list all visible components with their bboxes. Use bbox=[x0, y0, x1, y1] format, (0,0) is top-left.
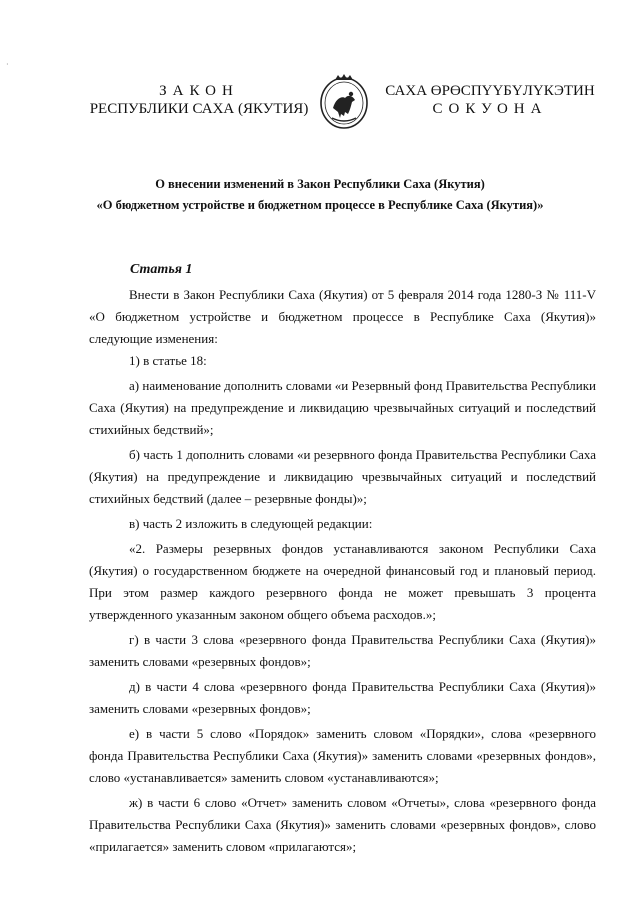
header-right-line1: САХА ӨРӨСПҮҮБҮЛҮКЭТИН bbox=[385, 83, 595, 99]
paragraph-item-zh: ж) в части 6 слово «Отчет» заменить словом «Отчеты», слова «резервного фонда Правительства Республики Саха (Якутия)» заменить словами «резервных фондов», слово «прилагается» заменить словом «прилагаются»; bbox=[89, 795, 596, 854]
header-left-line1: ЗАКОН bbox=[159, 83, 239, 99]
paragraph-quote-2: «2. Размеры резервных фондов устанавливаются законом Республики Саха (Якутия) о государственном бюджете на очередной финансовый год и плановый период. При этом размер каждого резервного фонда не может превышать 3 процента утвержденного указанным законом общего объема расходов.»; bbox=[89, 541, 596, 622]
article-heading: Статья 1 bbox=[130, 262, 193, 277]
paragraph-item-1: 1) в статье 18: bbox=[129, 353, 207, 368]
article-body bbox=[89, 284, 596, 858]
paragraph-item-a: а) наименование дополнить словами «и Резервный фонд Правительства Республики Саха (Якутия) на предупреждение и ликвидацию чрезвычайных ситуаций и последствий стихийных бедствий»; bbox=[89, 378, 596, 437]
header-left bbox=[84, 82, 314, 118]
margin-mark: · bbox=[6, 60, 9, 69]
paragraph-item-b: б) часть 1 дополнить словами «и резервного фонда Правительства Республики Саха (Якутия) на предупреждение и ликвидацию чрезвычайных ситуаций и последствий стихийных бедствий (далее – резервные фонды)»; bbox=[89, 447, 596, 506]
law-title-line1: О внесении изменений в Закон Республики Саха (Якутия) bbox=[155, 177, 485, 191]
coat-of-arms-emblem bbox=[318, 72, 370, 130]
law-title-line2: «О бюджетном устройстве и бюджетном процессе в Республике Саха (Якутия)» bbox=[96, 198, 544, 212]
paragraph-item-e: е) в части 5 слово «Порядок» заменить словом «Порядки», слова «резервного фонда Правительства Республики Саха (Якутия)» заменить словами «резервных фондов», слово «устанавливается» заменить словом «устанавливаются»; bbox=[89, 726, 596, 785]
header-left-line2: РЕСПУБЛИКИ САХА (ЯКУТИЯ) bbox=[89, 101, 309, 117]
header-right bbox=[380, 82, 600, 118]
paragraph-item-d: д) в части 4 слова «резервного фонда Правительства Республики Саха (Якутия)» заменить словами «резервных фондов»; bbox=[89, 679, 596, 716]
paragraph-item-g: г) в части 3 слова «резервного фонда Правительства Республики Саха (Якутия)» заменить словами «резервных фондов»; bbox=[89, 632, 596, 669]
paragraph-intro: Внести в Закон Республики Саха (Якутия) от 5 февраля 2014 года 1280-З № 111-V «О бюджетном устройстве и бюджетном процессе в Республике Саха (Якутия)» следующие изменения: bbox=[89, 287, 596, 346]
header-right-line2: СОКУОНА bbox=[432, 101, 548, 117]
paragraph-item-v: в) часть 2 изложить в следующей редакции: bbox=[129, 516, 373, 531]
